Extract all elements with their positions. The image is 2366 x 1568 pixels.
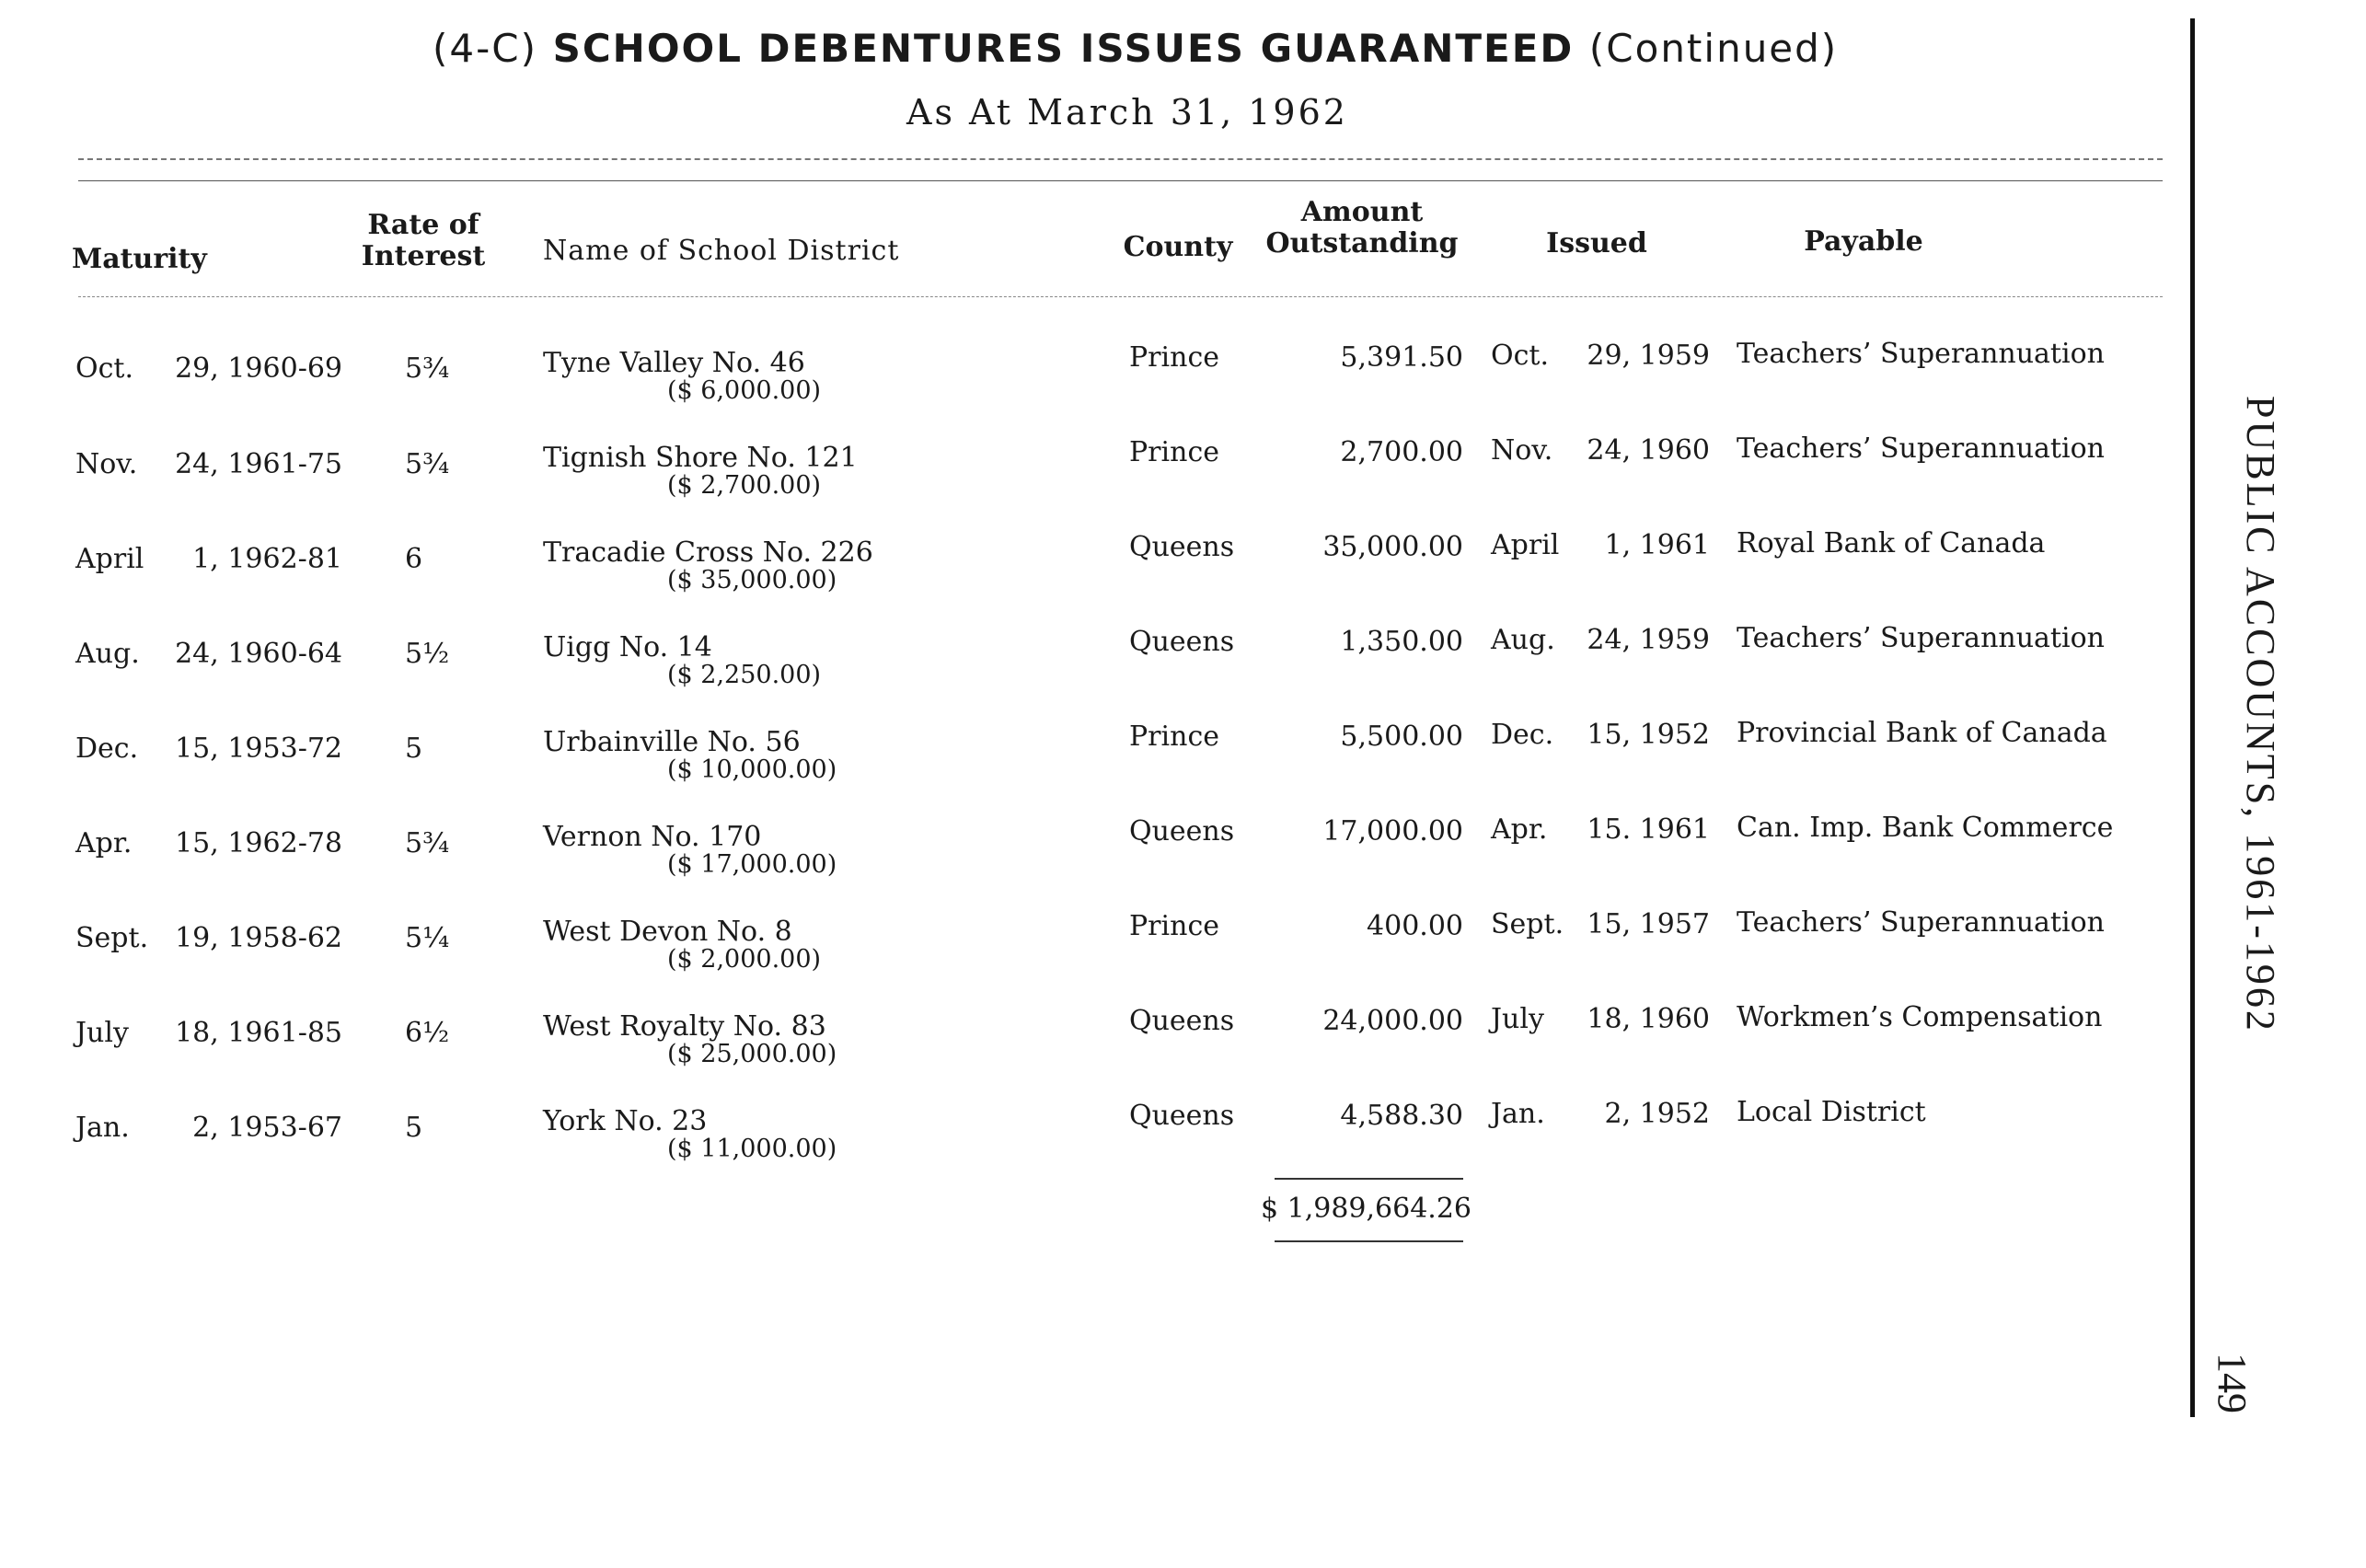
header-payable: Payable: [1804, 225, 1923, 258]
top-rule: [78, 158, 2163, 160]
header-rule: [78, 296, 2163, 297]
payable: Provincial Bank of Canada: [1737, 717, 2107, 749]
amount: 1,350.00: [1340, 626, 1463, 658]
county: Queens: [1129, 1100, 1235, 1132]
issued-month: Oct.: [1491, 340, 1549, 372]
page-subtitle: As At March 31, 1962: [906, 92, 1348, 133]
rate: 5¾: [405, 827, 450, 859]
rate: 5½: [405, 638, 450, 670]
original-amount: ($ 6,000.00): [667, 376, 822, 405]
issued-date: 24, 1959: [1587, 624, 1710, 656]
issued-date: 15. 1961: [1587, 813, 1710, 846]
header-amount-line2: Outstanding: [1265, 227, 1459, 259]
county: Prince: [1129, 341, 1219, 374]
maturity-month: Oct.: [75, 352, 133, 385]
running-head: PUBLIC ACCOUNTS, 1961-1962: [2238, 396, 2283, 1033]
amount: 24,000.00: [1322, 1005, 1463, 1037]
county: Prince: [1129, 436, 1219, 468]
header-amount-line1: Amount: [1300, 196, 1424, 228]
amount: 2,700.00: [1340, 436, 1463, 468]
header-maturity: Maturity: [72, 243, 207, 275]
payable: Can. Imp. Bank Commerce: [1737, 812, 2114, 844]
amount: 17,000.00: [1322, 815, 1463, 847]
payable: Teachers’ Superannuation: [1737, 338, 2105, 370]
county: Queens: [1129, 531, 1235, 563]
district: Uigg No. 14: [543, 631, 712, 663]
payable: Local District: [1737, 1096, 1926, 1128]
payable: Royal Bank of Canada: [1737, 527, 2046, 559]
rate: 5: [405, 732, 423, 765]
district: Tignish Shore No. 121: [543, 442, 858, 474]
maturity-month: July: [75, 1017, 129, 1049]
issued-date: 18, 1960: [1587, 1003, 1710, 1035]
issued-date: 2, 1952: [1604, 1098, 1710, 1130]
amount: 35,000.00: [1322, 531, 1463, 563]
total-amount: $ 1,989,664.26: [1261, 1193, 1472, 1225]
page-number: 149: [2210, 1353, 2255, 1413]
maturity-date: 2, 1953-67: [192, 1112, 342, 1144]
amount: 4,588.30: [1340, 1100, 1463, 1132]
rate: 5¾: [405, 352, 450, 385]
title-code: (4-C): [433, 26, 537, 71]
original-amount: ($ 17,000.00): [667, 850, 837, 879]
header-rate-line2: Interest: [361, 240, 486, 272]
maturity-date: 19, 1958-62: [175, 922, 342, 954]
total-rule-bottom: [1275, 1240, 1463, 1242]
maturity-date: 24, 1961-75: [175, 448, 342, 480]
issued-month: Dec.: [1491, 719, 1554, 751]
rate: 5¼: [405, 922, 450, 954]
issued-month: Aug.: [1491, 624, 1555, 656]
maturity-date: 29, 1960-69: [175, 352, 342, 385]
maturity-date: 18, 1961-85: [175, 1017, 342, 1049]
header-county: County: [1123, 231, 1233, 263]
maturity-month: Apr.: [75, 827, 133, 859]
county: Queens: [1129, 815, 1235, 847]
issued-month: Apr.: [1491, 813, 1548, 846]
maturity-month: Sept.: [75, 922, 149, 954]
issued-month: April: [1491, 529, 1560, 561]
district: Tyne Valley No. 46: [543, 347, 805, 379]
original-amount: ($ 35,000.00): [667, 566, 837, 594]
total-rule-top: [1275, 1178, 1463, 1180]
rate: 6: [405, 543, 423, 575]
county: Prince: [1129, 910, 1219, 942]
rate: 5: [405, 1112, 423, 1144]
issued-date: 29, 1959: [1587, 340, 1710, 372]
header-issued: Issued: [1546, 227, 1647, 259]
rate: 5¾: [405, 448, 450, 480]
header-district: Name of School District: [543, 235, 900, 267]
district: West Devon No. 8: [543, 916, 792, 948]
maturity-month: Nov.: [75, 448, 138, 480]
maturity-date: 15, 1953-72: [175, 732, 342, 765]
original-amount: ($ 2,000.00): [667, 945, 822, 974]
title-main: SCHOOL DEBENTURES ISSUES GUARANTEED: [552, 26, 1575, 71]
original-amount: ($ 10,000.00): [667, 755, 837, 784]
issued-date: 24, 1960: [1587, 434, 1710, 467]
original-amount: ($ 2,250.00): [667, 661, 822, 689]
amount: 5,500.00: [1340, 721, 1463, 753]
maturity-date: 15, 1962-78: [175, 827, 342, 859]
district: Urbainville No. 56: [543, 726, 801, 758]
payable: Teachers’ Superannuation: [1737, 432, 2105, 465]
issued-month: Sept.: [1491, 908, 1564, 940]
issued-month: Jan.: [1491, 1098, 1545, 1130]
issued-date: 1, 1961: [1604, 529, 1710, 561]
issued-month: Nov.: [1491, 434, 1553, 467]
payable: Teachers’ Superannuation: [1737, 622, 2105, 654]
maturity-date: 1, 1962-81: [192, 543, 342, 575]
header-amount: [1265, 197, 1459, 259]
rate: 6½: [405, 1017, 450, 1049]
title-continued: (Continued): [1588, 26, 1839, 71]
amount: 400.00: [1367, 910, 1463, 942]
original-amount: ($ 2,700.00): [667, 471, 822, 500]
payable: Workmen’s Compensation: [1737, 1001, 2103, 1033]
maturity-month: Jan.: [75, 1112, 130, 1144]
header-rate-line1: Rate of: [367, 209, 479, 241]
maturity-date: 24, 1960-64: [175, 638, 342, 670]
amount: 5,391.50: [1340, 341, 1463, 374]
original-amount: ($ 11,000.00): [667, 1135, 837, 1163]
maturity-month: April: [75, 543, 144, 575]
maturity-month: Aug.: [75, 638, 140, 670]
maturity-month: Dec.: [75, 732, 139, 765]
county: Prince: [1129, 721, 1219, 753]
county: Queens: [1129, 1005, 1235, 1037]
original-amount: ($ 25,000.00): [667, 1040, 837, 1068]
header-rate: [354, 210, 492, 272]
issued-month: July: [1491, 1003, 1544, 1035]
district: York No. 23: [543, 1105, 708, 1137]
payable: Teachers’ Superannuation: [1737, 906, 2105, 939]
district: West Royalty No. 83: [543, 1010, 826, 1043]
district: Tracadie Cross No. 226: [543, 536, 873, 569]
district: Vernon No. 170: [543, 821, 762, 853]
page-title: [433, 26, 1838, 71]
issued-date: 15, 1952: [1587, 719, 1710, 751]
top-rule-2: [78, 180, 2163, 181]
issued-date: 15, 1957: [1587, 908, 1710, 940]
county: Queens: [1129, 626, 1235, 658]
